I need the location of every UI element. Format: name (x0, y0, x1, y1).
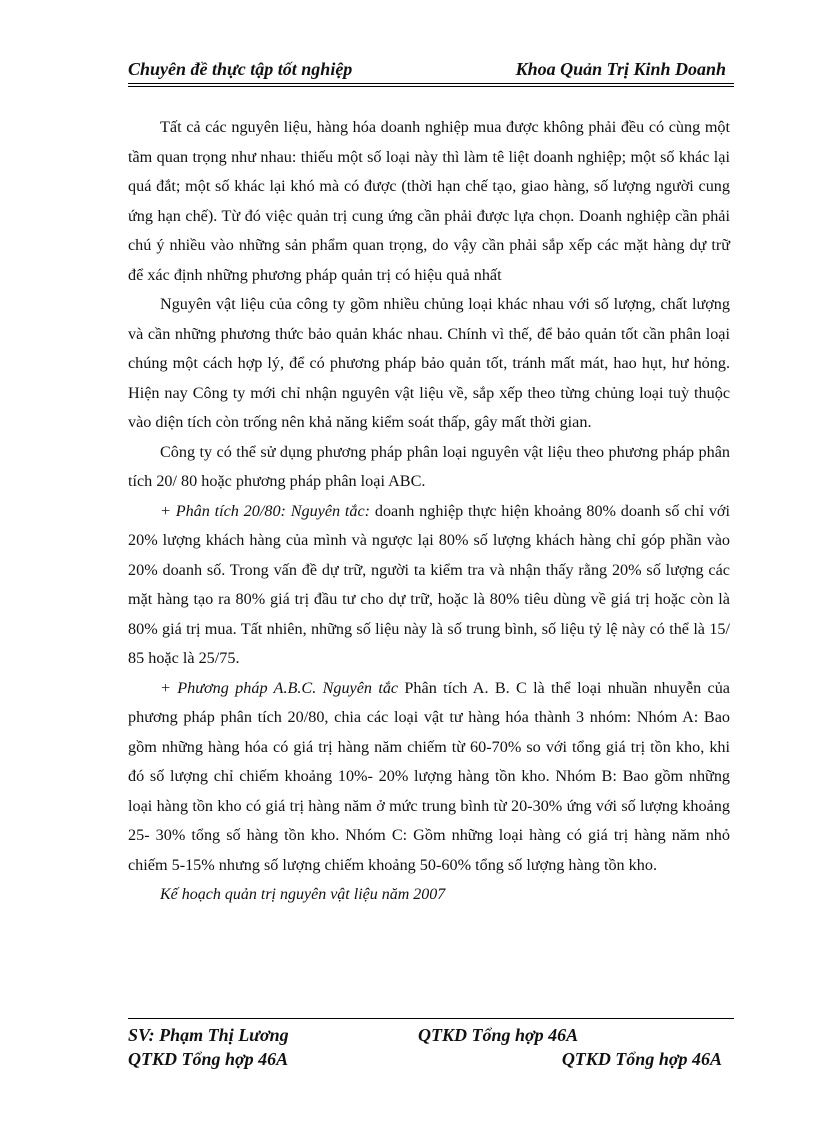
footer-class-right: QTKD Tổng hợp 46A (561, 1049, 722, 1069)
paragraph-5-text: Phân tích A. B. C là thể loại nhuần nhuyễn của phương pháp phân tích 20/80, chia các loại vật tư hàng hóa thành 3 nhóm: Nhóm A: Bao gồm những hàng hóa có giá trị hàng năm chiếm từ 60-70% so với tổng giá trị tồn kho, khi đó số lượng chỉ chiếm khoảng 10%- 20% lượng hàng tồn kho. Nhóm B: Bao gồm những loại hàng tồn kho có giá trị hàng năm ở mức trung bình từ 20-30% ứng với số lượng khoảng 25- 30% tổng số hàng tồn kho. Nhóm C: Gồm những loại hàng có giá trị hàng năm nhỏ chiếm 5-15% nhưng số lượng chiếm khoảng 50-60% tổng số lượng hàng tồn kho. (128, 678, 730, 874)
paragraph-5 (128, 674, 730, 881)
paragraph-5-lead: + Phương pháp A.B.C. Nguyên tắc (160, 678, 399, 697)
page-footer (128, 1024, 734, 1074)
footer-class-middle: QTKD Tổng hợp 46A (418, 1025, 579, 1045)
footer-class-left: QTKD Tổng hợp 46A (128, 1049, 289, 1069)
paragraph-4-text: doanh nghiệp thực hiện khoảng 80% doanh số chỉ với 20% lượng khách hàng của mình và ngược lại 80% số lượng khách hàng chỉ góp phần vào 20% doanh số. Trong vấn đề dự trữ, người ta kiểm tra và nhận thấy rằng 20% số lượng các mặt hàng tạo ra 80% giá trị đầu tư cho dự trữ, hoặc là 80% tiêu dùng về giá trị hoặc còn là 80% giá trị mua. Tất nhiên, những số liệu này là số trung bình, số liệu tỷ lệ này có thể là 15/ 85 hoặc là 25/75. (128, 501, 730, 667)
document-body (128, 113, 730, 910)
header-divider (128, 83, 734, 87)
paragraph-4-lead: + Phân tích 20/80: Nguyên tắc: (160, 501, 371, 520)
footer-divider (128, 1018, 734, 1019)
footer-student-name: SV: Phạm Thị Lương (128, 1025, 289, 1045)
header-title-left: Chuyên đề thực tập tốt nghiệp (128, 59, 353, 79)
header-title-right: Khoa Quản Trị Kinh Doanh (515, 59, 726, 79)
page-header (128, 58, 734, 84)
paragraph-4 (128, 497, 730, 674)
paragraph-3: Công ty có thể sử dụng phương pháp phân loại nguyên vật liệu theo phương pháp phân tích 20/ 80 hoặc phương pháp phân loại ABC. (128, 442, 730, 490)
paragraph-1: Tất cả các nguyên liệu, hàng hóa doanh nghiệp mua được không phải đều có cùng một tầm quan trọng như nhau: thiếu một số loại này thì làm tê liệt doanh nghiệp; một số khác lại quá đắt; một số khác lại khó mà có được (thời hạn chế tạo, giao hàng, số lượng người cung ứng hạn chế). Từ đó việc quản trị cung ứng cần phải được lựa chọn. Doanh nghiệp cần phải chú ý nhiều vào những sản phẩm quan trọng, do vậy cần phải sắp xếp các mặt hàng dự trữ để xác định những phương pháp quản trị có hiệu quả nhất (128, 118, 730, 284)
paragraph-2: Nguyên vật liệu của công ty gồm nhiều chủng loại khác nhau với số lượng, chất lượng và cần những phương thức bảo quản khác nhau. Chính vì thế, để bảo quản tốt cần phân loại chúng một cách hợp lý, để có phương pháp bảo quản tốt, tránh mất mát, hao hụt, hư hỏng. Hiện nay Công ty mới chỉ nhận nguyên vật liệu về, sắp xếp theo từng chủng loại tuỳ thuộc vào diện tích còn trống nên khả năng kiểm soát thấp, gây mất thời gian. (128, 295, 730, 431)
section-caption: Kế hoạch quản trị nguyên vật liệu năm 2007 (160, 886, 446, 903)
